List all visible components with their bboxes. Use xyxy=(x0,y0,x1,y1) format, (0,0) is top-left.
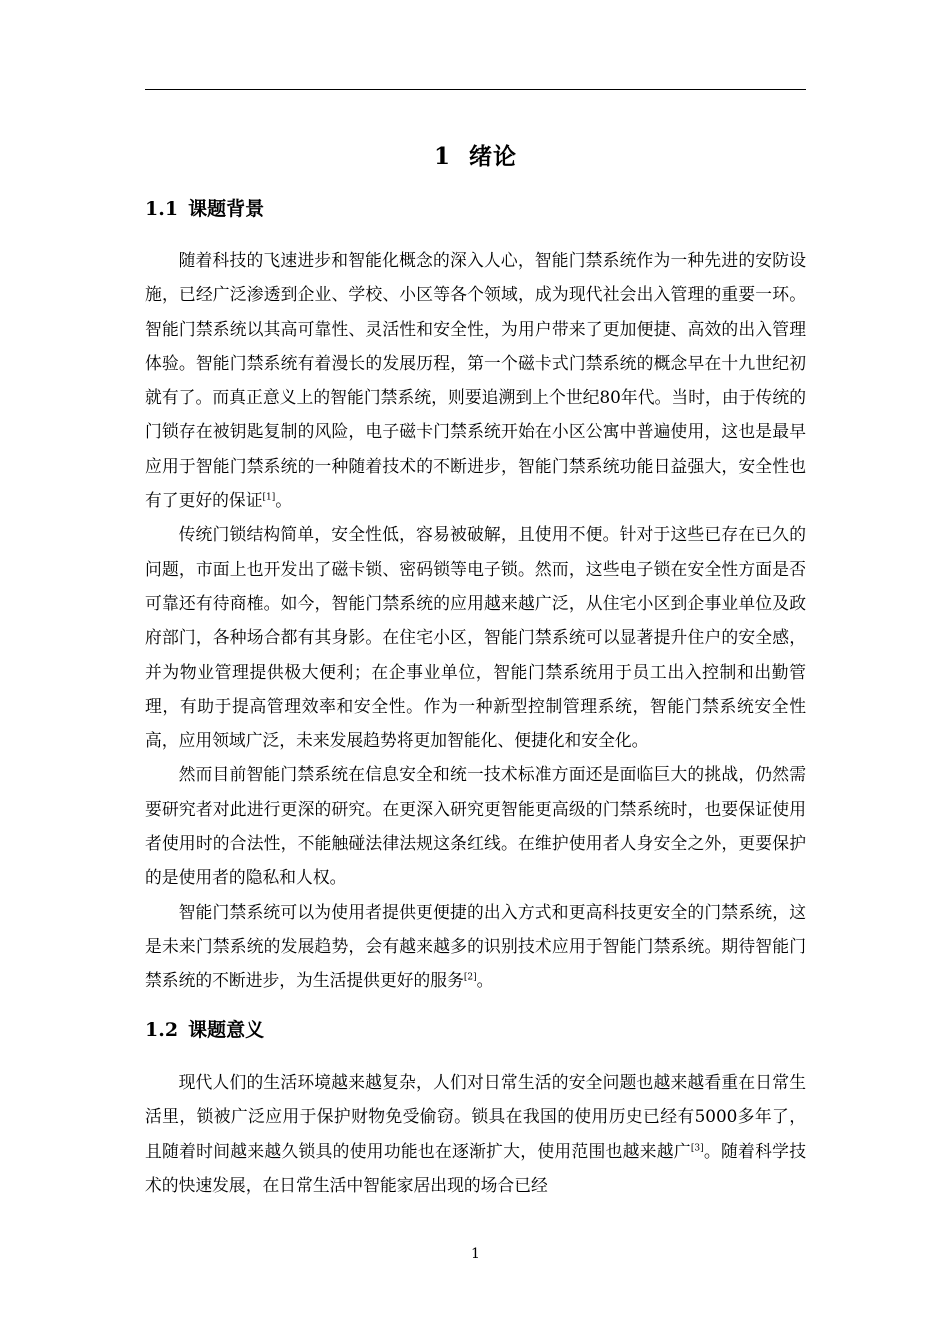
section-heading-significance xyxy=(145,1016,806,1044)
paragraph-text: 智能门禁系统可以为使用者提供更便捷的出入方式和更高科技更安全的门禁系统，这是未来门禁系统的发展趋势，会有越来越多的识别技术应用于智能门禁系统。期待智能门禁系统的不断进步，为生活提供更好的服务 xyxy=(145,901,806,991)
paragraph xyxy=(145,895,806,998)
paragraph-text: 传统门锁结构简单，安全性低，容易被破解，且使用不便。针对于这些已存在已久的问题，市面上也开发出了磁卡锁、密码锁等电子锁。然而，这些电子锁在安全性方面是否可靠还有待商榷。如今，智能门禁系统的应用越来越广泛，从住宅小区到企事业单位及政府部门，各种场合都有其身影。在住宅小区，智能门禁系统可以显著提升住户的安全感，并为物业管理提供极大便利；在企事业单位，智能门禁系统用于员工出入控制和出勤管理，有助于提高管理效率和安全性。作为一种新型控制管理系统，智能门禁系统安全性高，应用领域广泛，未来发展趋势将更加智能化、便捷化和安全化。 xyxy=(145,524,806,751)
paragraph-text: 现代人们的生活环境越来越复杂，人们对日常生活的安全问题也越来越看重在日常生活里，锁被广泛应用于保护财物免受偷窃。锁具在我国的使用历史已经有5000多年了，且随着时间越来越久锁具的使用功能也在逐渐扩大，使用范围也越来越广 xyxy=(145,1072,806,1161)
page-number: 1 xyxy=(471,1246,480,1262)
chapter-title xyxy=(145,140,806,174)
paragraph xyxy=(145,517,806,757)
section-body-significance xyxy=(145,1065,806,1202)
section-heading-background xyxy=(145,195,806,223)
paragraph xyxy=(145,243,806,517)
paragraph-text-end: 。随着科学技术的快速发展，在日常生活中智能家居出现的场合已经 xyxy=(145,1140,806,1195)
section-title: 课题背景 xyxy=(188,198,265,220)
paragraph xyxy=(145,757,806,894)
header-rule xyxy=(145,89,806,90)
paragraph-text-end: 。 xyxy=(476,970,494,991)
paragraph xyxy=(145,1065,806,1202)
paragraph-text: 然而目前智能门禁系统在信息安全和统一技术标准方面还是面临巨大的挑战，仍然需要研究者对此进行更深的研究。在更深入研究更智能更高级的门禁系统时，也要保证使用者使用时的合法性，不能触碰法律法规这条红线。在维护使用者人身安全之外，更要保护的是使用者的隐私和人权。 xyxy=(145,764,806,888)
section-body-background xyxy=(145,243,806,998)
section-number: 1.1 xyxy=(145,198,179,220)
chapter-title-text: 绪论 xyxy=(469,143,518,170)
section-title: 课题意义 xyxy=(188,1019,265,1041)
chapter-number: 1 xyxy=(433,143,451,170)
citation-ref: [2] xyxy=(463,972,477,983)
section-number: 1.2 xyxy=(145,1019,179,1041)
citation-ref: [3] xyxy=(690,1143,704,1153)
paragraph-text-end: 。 xyxy=(275,490,293,511)
paragraph-text: 随着科技的飞速进步和智能化概念的深入人心，智能门禁系统作为一种先进的安防设施，已经广泛渗透到企业、学校、小区等各个领域，成为现代社会出入管理的重要一环。智能门禁系统以其高可靠性、灵活性和安全性，为用户带来了更加便捷、高效的出入管理体验。智能门禁系统有着漫长的发展历程，第一个磁卡式门禁系统的概念早在十九世纪初就有了。而真正意义上的智能门禁系统，则要追溯到上个世纪80年代。当时，由于传统的门锁存在被钥匙复制的风险，电子磁卡门禁系统开始在小区公寓中普遍使用，这也是最早应用于智能门禁系统的一种随着技术的不断进步，智能门禁系统功能日益强大，安全性也有了更好的保证 xyxy=(145,250,806,511)
citation-ref: [1] xyxy=(262,492,276,503)
